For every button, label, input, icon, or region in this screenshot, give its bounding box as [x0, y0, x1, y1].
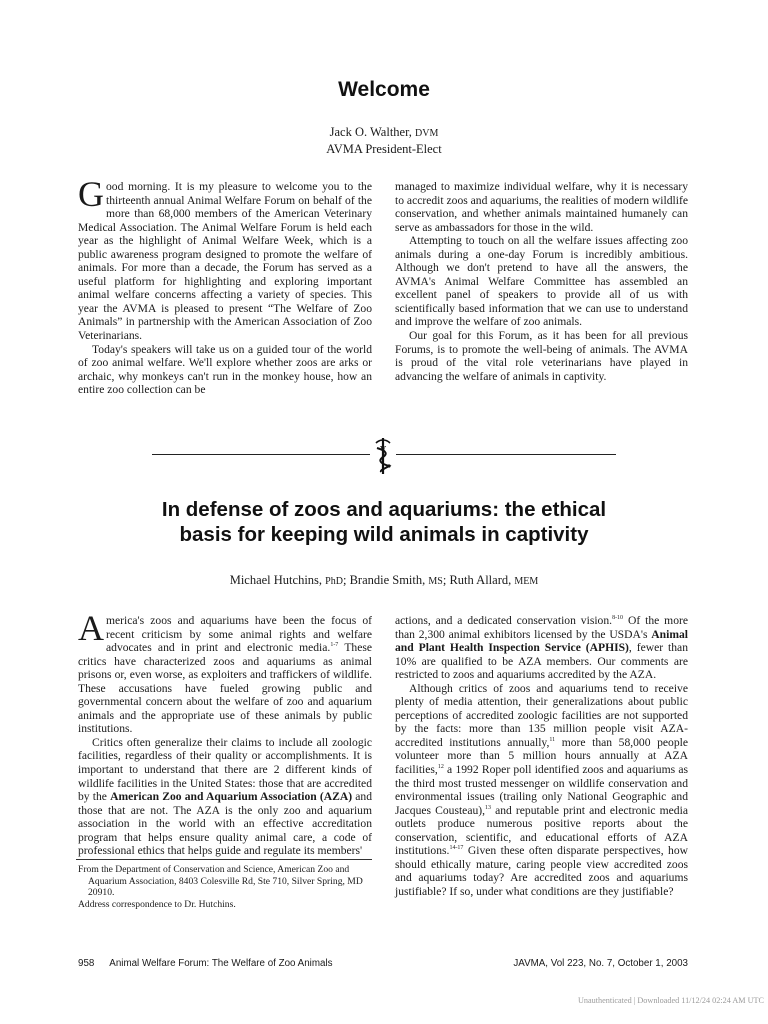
article-p2-a: Critics often generalize their claims to include all zoologic facilities, regardless of their quality or accomplishments. It is important to understand that there are 2 different kinds of wildlife facilities in the United States: those that are accredited by the [78, 735, 372, 804]
welcome-right-column [395, 180, 688, 383]
article-p4-e: Given these often disparate perspectives, how should ethically mature, caring people view accredited zoos and aquariums today? Are accredited zoos and aquariums justifiable? If so, under what conditions are they justifiable? [395, 844, 688, 898]
footer-left [78, 958, 333, 969]
welcome-p1-text: ood morning. It is my pleasure to welcome you to the thirteenth annual Animal Welfare Forum on behalf of the more than 68,000 members of the American Veterinary Medical Association. The Animal Welfare Forum is held each year as the highlight of Animal Welfare Week, which is a public awareness program designed to promote the welfare of animals. For more than a decade, the Forum has served as a useful platform for highlighting and exploring important animal welfare concerns affecting a variety of species. This year the AVMA is pleased to present “The Welfare of Zoo Animals” in partnership with the American Association of Zoo Veterinarians. [78, 180, 372, 343]
article-paragraph-3 [395, 614, 688, 682]
author-1-degree: PhD [325, 576, 343, 587]
welcome-author-degree: DVM [415, 128, 439, 139]
welcome-author [0, 125, 768, 140]
article-title-line-2: basis for keeping wild animals in captivity [179, 523, 589, 546]
footnote-affiliation: From the Department of Conservation and Science, American Zoo and Aquarium Association, 8403 Colesville Rd, Ste 710, Silver Spring, MD 20910. [78, 864, 363, 899]
welcome-paragraph-2: Today's speakers will take us on a guided tour of the world of zoo animal welfare. We'll explore whether zoos are arks or archaic, why monkeys can't run in the monkey house, how an entire zoo collection can be [78, 342, 372, 397]
download-watermark: Unauthenticated | Downloaded 11/12/24 02:24 AM UTC [578, 996, 764, 1005]
svg-text:V: V [380, 445, 386, 454]
article-dropcap: A [78, 608, 104, 648]
article-paragraph-2 [78, 736, 372, 858]
welcome-title: Welcome [338, 78, 430, 101]
article-p2-b: and those that are not. The AZA is the only zoo and aquarium association in the world with an effective accreditation program that helps ensure quality animal care, a code of professional ethics that helps guide and regulate its members' [78, 790, 372, 858]
welcome-paragraph-1 [78, 174, 372, 343]
welcome-paragraph-5: Our goal for this Forum, as it has been for all previous Forums, is to promote the well-being of animals. The AVMA is proud of the vital role veterinarians have played in advancing the welfare of animals in captivity. [395, 329, 688, 383]
article-p4-b: more than 58,000 people volunteer more than 5 million hours annually at AZA facilities, [395, 735, 688, 777]
divider-line-left [152, 454, 370, 455]
divider-line-right [396, 454, 616, 455]
journal-citation: JAVMA, Vol 223, No. 7, October 1, 2003 [513, 958, 688, 969]
veterinary-caduceus-icon [370, 436, 396, 476]
running-title: Animal Welfare Forum: The Welfare of Zoo Animals [109, 958, 333, 969]
article-title-line-1: In defense of zoos and aquariums: the ethical [161, 498, 607, 521]
welcome-dropcap: G [78, 174, 104, 214]
article-title [40, 497, 728, 547]
footnote [78, 864, 374, 910]
article-p1-text: merica's zoos and aquariums have been the focus of recent criticism by some animal rights and welfare advocates and in print and electronic media. [106, 614, 372, 655]
ref-14-17: 14-17 [449, 845, 464, 852]
author-3-degree: MEM [514, 576, 539, 587]
article-paragraph-1 [78, 608, 372, 736]
article-p4-d: and reputable print and electronic media outlets produce numerous positive reports about the conservation, scientific, and educational efforts of AZA institutions. [395, 803, 688, 858]
footnote-rule [76, 859, 372, 860]
author-2-degree: MS [428, 576, 443, 587]
author-2: ; Brandie Smith, [342, 573, 426, 587]
author-1: Michael Hutchins, [229, 573, 323, 587]
ref-11: 11 [549, 737, 556, 744]
aphis-term: Animal and Plant Health Inspection Service (APHIS) [395, 627, 688, 655]
article-left-column [78, 608, 372, 858]
article-p3-a: actions, and a dedicated conservation vision. [395, 614, 613, 627]
article-authors [0, 573, 768, 588]
welcome-author-role: AVMA President-Elect [326, 142, 442, 156]
welcome-left-column [78, 174, 372, 397]
article-p3-c: , fewer than 10% are qualified to be AZA members. Our comments are restricted to zoos and aquariums accredited by the AZA. [395, 641, 688, 682]
author-3: ; Ruth Allard, [442, 573, 512, 587]
ref-1-7: 1-7 [330, 642, 339, 649]
article-paragraph-4 [395, 682, 688, 899]
page-number: 958 [78, 958, 95, 969]
welcome-author-name: Jack O. Walther, [329, 125, 412, 139]
article-p4-c: a 1992 Roper poll identified zoos and aquariums as the third most trusted messenger on wildlife conservation and environmental issues (trailing only National Geographic and Jacques Cousteau), [395, 763, 688, 817]
article-p1-rest: These critics have characterized zoos and aquariums as animal prisons or, even worse, as exploiters and traffickers of wildlife. These accusations have fueled growing public and governmental concern about the welfare of zoo and aquarium animals and the appropriate use of these animals by public institutions. [78, 641, 372, 736]
ref-13: 13 [485, 804, 492, 811]
article-p3-b: Of the more than 2,300 animal exhibitors licensed by the USDA's [395, 614, 689, 641]
welcome-paragraph-4: Attempting to touch on all the welfare issues affecting zoo animals during a one-day Forum is incredibly ambitious. Although we don't pretend to have all the answers, the AVMA's Animal Welfare Committee has assembled an excellent panel of speakers to provide all of us with scientifically based information that we can use to understand and improve the welfare of zoo animals. [395, 234, 688, 329]
footnote-correspondence: Address correspondence to Dr. Hutchins. [78, 898, 236, 910]
aza-term: American Zoo and Aquarium Association (AZA) [110, 790, 353, 804]
article-right-column [395, 614, 688, 898]
ref-8-10: 8-10 [612, 615, 624, 622]
article-p4-a: Although critics of zoos and aquariums tend to receive plenty of media attention, their generalizations about public perceptions of accredited zoologic facilities are not supported by the facts: more than 135 million people visit AZA-accredited institutions annually, [395, 681, 688, 749]
welcome-paragraph-3: managed to maximize individual welfare, why it is necessary to accredit zoos and aquariums, the realities of modern wildlife conservation, and whether animals maintained humanely can serve as ambassadors for those in the wild. [395, 180, 688, 234]
ref-12: 12 [437, 764, 444, 771]
